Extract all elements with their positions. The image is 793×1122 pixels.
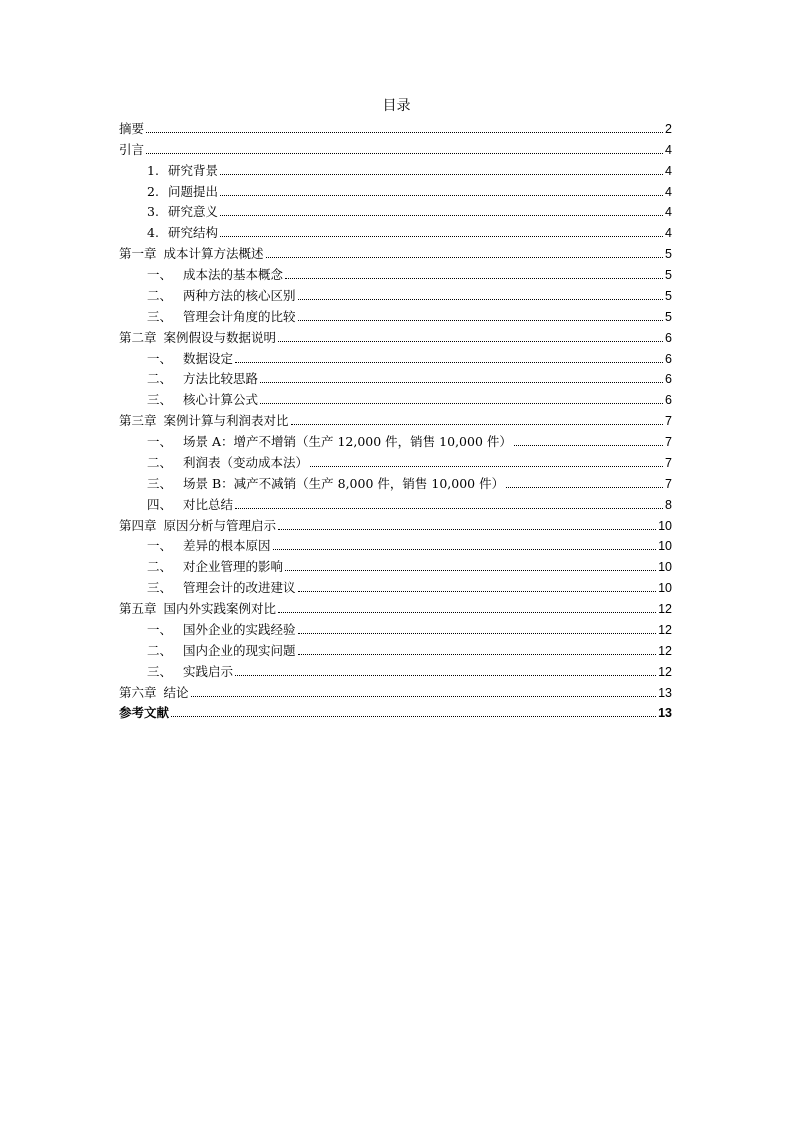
toc-entry-number: 一、 bbox=[147, 267, 173, 282]
toc-entry-text: 参考文献 bbox=[119, 705, 170, 721]
toc-subentry[interactable] bbox=[119, 618, 672, 639]
toc-chapter-number: 第一章 bbox=[119, 246, 157, 262]
dot-leader bbox=[298, 633, 657, 634]
toc-entry-label bbox=[147, 370, 258, 388]
toc-entry[interactable] bbox=[119, 597, 672, 618]
toc-title: 目录 bbox=[382, 98, 411, 114]
toc-entry-label bbox=[147, 391, 258, 409]
toc-entry-text: 数据设定 bbox=[183, 350, 234, 366]
toc-entry-label bbox=[147, 162, 218, 180]
toc-chapter-number: 第四章 bbox=[119, 517, 157, 533]
dot-leader bbox=[310, 466, 663, 467]
dot-leader bbox=[298, 591, 657, 592]
toc-entry-text: 国外企业的实践经验 bbox=[183, 621, 296, 637]
toc-page-number: 5 bbox=[665, 247, 672, 262]
dot-leader bbox=[235, 675, 656, 676]
toc-entry-label bbox=[119, 245, 264, 263]
toc-entry-label bbox=[147, 475, 504, 493]
toc-page-number: 5 bbox=[665, 309, 672, 324]
toc-subentry[interactable] bbox=[119, 221, 672, 242]
toc-entry-label bbox=[147, 308, 296, 326]
toc-entry-number: 三、 bbox=[147, 663, 173, 679]
toc-entry-text: 结论 bbox=[163, 684, 189, 700]
toc-entry[interactable] bbox=[119, 514, 672, 535]
toc-page-number: 4 bbox=[665, 226, 672, 241]
toc-entry-text: 场景 B：减产不减销（生产 8,000 件，销售 10,000 件） bbox=[183, 475, 505, 491]
toc-entry-text: 核心计算公式 bbox=[183, 392, 259, 408]
toc-subentry[interactable] bbox=[119, 305, 672, 326]
toc-entry-text: 摘要 bbox=[119, 120, 145, 136]
dot-leader bbox=[278, 612, 656, 613]
toc-entry-number: 一、 bbox=[147, 621, 173, 637]
toc-entry[interactable] bbox=[119, 702, 672, 723]
toc-entry-text: 方法比较思路 bbox=[183, 371, 259, 387]
dot-leader bbox=[514, 445, 663, 446]
toc-chapter-number: 第六章 bbox=[119, 684, 157, 700]
toc-chapter-number: 第二章 bbox=[119, 329, 157, 345]
dot-leader bbox=[260, 403, 663, 404]
toc-entry-number: 二、 bbox=[147, 559, 173, 575]
dot-leader bbox=[220, 195, 663, 196]
toc-page-number: 7 bbox=[665, 455, 672, 470]
toc-entry-text: 研究结构 bbox=[168, 225, 219, 241]
toc-entry[interactable] bbox=[119, 138, 672, 159]
toc-entry-number: 三、 bbox=[147, 392, 173, 408]
toc-entry-label bbox=[147, 642, 296, 660]
toc-subentry[interactable] bbox=[119, 201, 672, 222]
toc-entry[interactable] bbox=[119, 326, 672, 347]
toc-entry-number: 一、 bbox=[147, 350, 173, 366]
toc-page-number: 8 bbox=[665, 497, 672, 512]
toc-entry[interactable] bbox=[119, 409, 672, 430]
dot-leader bbox=[220, 236, 663, 237]
toc-entry-text: 两种方法的核心区别 bbox=[183, 287, 296, 303]
toc-entry-text: 成本法的基本概念 bbox=[183, 267, 284, 282]
toc-entry-text: 利润表（变动成本法） bbox=[183, 454, 309, 470]
table-of-contents bbox=[119, 117, 672, 722]
toc-entry-text: 引言 bbox=[119, 141, 145, 157]
dot-leader bbox=[220, 215, 663, 216]
toc-entry-label bbox=[147, 621, 296, 639]
toc-page-number: 4 bbox=[665, 142, 672, 157]
toc-entry-label bbox=[119, 600, 276, 618]
dot-leader bbox=[220, 174, 663, 175]
toc-subentry[interactable] bbox=[119, 472, 672, 493]
toc-subentry[interactable] bbox=[119, 263, 672, 284]
toc-page-number: 4 bbox=[665, 205, 672, 220]
toc-entry-label bbox=[119, 412, 289, 430]
toc-page-number: 4 bbox=[665, 163, 672, 178]
toc-entry-number: 一、 bbox=[147, 434, 173, 449]
toc-page-number: 5 bbox=[665, 268, 672, 282]
toc-page-number: 10 bbox=[658, 560, 672, 575]
dot-leader bbox=[146, 132, 663, 133]
toc-page-number: 6 bbox=[665, 330, 672, 345]
toc-entry-text: 对企业管理的影响 bbox=[183, 559, 284, 575]
toc-entry-label bbox=[119, 120, 144, 138]
toc-page-number: 12 bbox=[658, 602, 672, 616]
toc-page-number: 12 bbox=[658, 622, 672, 637]
toc-entry-text: 案例计算与利润表对比 bbox=[163, 413, 289, 429]
toc-page-number: 13 bbox=[658, 685, 672, 700]
toc-entry-text: 国内企业的现实问题 bbox=[183, 642, 296, 658]
toc-entry-label bbox=[147, 663, 233, 681]
toc-entry-label bbox=[147, 350, 233, 368]
toc-entry-number: 二、 bbox=[147, 287, 173, 303]
toc-entry-text: 实践启示 bbox=[183, 663, 234, 679]
toc-entry-text: 成本计算方法概述 bbox=[163, 246, 264, 262]
toc-entry-number: 一、 bbox=[147, 538, 173, 554]
toc-subentry[interactable] bbox=[119, 660, 672, 681]
toc-entry-label bbox=[119, 329, 276, 347]
toc-entry-label bbox=[147, 224, 218, 242]
toc-entry-label bbox=[147, 579, 296, 597]
dot-leader bbox=[266, 257, 664, 258]
toc-subentry[interactable] bbox=[119, 451, 672, 472]
toc-page-number: 12 bbox=[658, 643, 672, 658]
dot-leader bbox=[298, 299, 664, 300]
toc-entry-label bbox=[147, 287, 296, 305]
toc-entry-number: 2. bbox=[147, 183, 159, 199]
dot-leader bbox=[235, 508, 663, 509]
toc-entry-text: 差异的根本原因 bbox=[183, 538, 271, 554]
toc-entry-text: 研究意义 bbox=[168, 204, 219, 220]
toc-subentry[interactable] bbox=[119, 639, 672, 660]
toc-page-number: 7 bbox=[665, 414, 672, 429]
toc-page-number: 13 bbox=[658, 706, 672, 721]
toc-entry-number: 三、 bbox=[147, 580, 173, 596]
toc-subentry[interactable] bbox=[119, 576, 672, 597]
toc-entry-label bbox=[119, 704, 169, 722]
toc-subentry[interactable] bbox=[119, 535, 672, 556]
toc-entry-label bbox=[147, 183, 218, 201]
toc-entry-label bbox=[147, 496, 233, 514]
toc-entry-label bbox=[119, 684, 189, 702]
toc-page-number: 2 bbox=[665, 121, 672, 136]
dot-leader bbox=[285, 278, 663, 279]
toc-subentry[interactable] bbox=[119, 430, 672, 451]
dot-leader bbox=[291, 424, 664, 425]
toc-entry[interactable] bbox=[119, 242, 672, 263]
toc-entry-label bbox=[147, 558, 283, 576]
dot-leader bbox=[235, 362, 663, 363]
toc-subentry[interactable] bbox=[119, 555, 672, 576]
toc-page-number: 6 bbox=[665, 351, 672, 366]
dot-leader bbox=[146, 153, 663, 154]
toc-entry-number: 二、 bbox=[147, 371, 173, 387]
toc-subentry[interactable] bbox=[119, 368, 672, 389]
toc-entry-number: 4. bbox=[147, 225, 159, 241]
toc-subentry[interactable] bbox=[119, 493, 672, 514]
toc-entry-label bbox=[147, 454, 308, 472]
toc-chapter-number: 第三章 bbox=[119, 413, 157, 429]
toc-entry-number: 三、 bbox=[147, 308, 173, 324]
dot-leader bbox=[260, 382, 663, 383]
toc-entry-text: 管理会计角度的比较 bbox=[183, 308, 296, 324]
toc-page-number: 10 bbox=[658, 539, 672, 554]
toc-entry-text: 问题提出 bbox=[168, 183, 219, 199]
dot-leader bbox=[191, 696, 657, 697]
toc-page-number: 12 bbox=[658, 664, 672, 679]
toc-page-number: 6 bbox=[665, 393, 672, 408]
toc-subentry[interactable] bbox=[119, 159, 672, 180]
toc-entry-label bbox=[147, 433, 512, 451]
toc-entry-label bbox=[147, 266, 283, 284]
dot-leader bbox=[298, 654, 657, 655]
toc-entry-label bbox=[147, 537, 271, 555]
dot-leader bbox=[278, 341, 663, 342]
dot-leader bbox=[273, 549, 657, 550]
toc-entry-text: 对比总结 bbox=[183, 496, 234, 512]
toc-entry-text: 管理会计的改进建议 bbox=[183, 580, 296, 596]
toc-chapter-number: 第五章 bbox=[119, 601, 157, 616]
toc-entry-text: 案例假设与数据说明 bbox=[163, 329, 277, 345]
toc-page-number: 7 bbox=[665, 435, 672, 449]
toc-page-number: 5 bbox=[665, 288, 672, 303]
dot-leader bbox=[285, 570, 656, 571]
toc-entry-text: 研究背景 bbox=[168, 162, 219, 178]
toc-page-number: 4 bbox=[665, 184, 672, 199]
toc-page-number: 7 bbox=[665, 476, 672, 491]
dot-leader bbox=[171, 716, 656, 717]
toc-entry-number: 二、 bbox=[147, 454, 173, 470]
dot-leader bbox=[298, 320, 664, 321]
toc-page-number: 6 bbox=[665, 372, 672, 387]
toc-entry-label bbox=[119, 517, 276, 535]
toc-entry[interactable] bbox=[119, 117, 672, 138]
toc-entry-label bbox=[147, 203, 218, 221]
toc-subentry[interactable] bbox=[119, 347, 672, 368]
toc-entry-text: 场景 A：增产不增销（生产 12,000 件，销售 10,000 件） bbox=[183, 434, 512, 449]
toc-entry-number: 四、 bbox=[147, 496, 173, 512]
toc-subentry[interactable] bbox=[119, 388, 672, 409]
toc-entry-text: 国内外实践案例对比 bbox=[163, 601, 277, 616]
toc-entry-number: 3. bbox=[147, 204, 159, 220]
toc-subentry[interactable] bbox=[119, 180, 672, 201]
toc-entry-number: 二、 bbox=[147, 642, 173, 658]
toc-subentry[interactable] bbox=[119, 284, 672, 305]
toc-entry-number: 1. bbox=[147, 162, 159, 178]
toc-entry[interactable] bbox=[119, 681, 672, 702]
toc-page-number: 10 bbox=[658, 518, 672, 533]
toc-entry-number: 三、 bbox=[147, 475, 173, 491]
toc-entry-label bbox=[119, 141, 144, 159]
toc-page-number: 10 bbox=[658, 581, 672, 596]
dot-leader bbox=[278, 529, 656, 530]
dot-leader bbox=[506, 487, 663, 488]
toc-entry-text: 原因分析与管理启示 bbox=[163, 517, 277, 533]
